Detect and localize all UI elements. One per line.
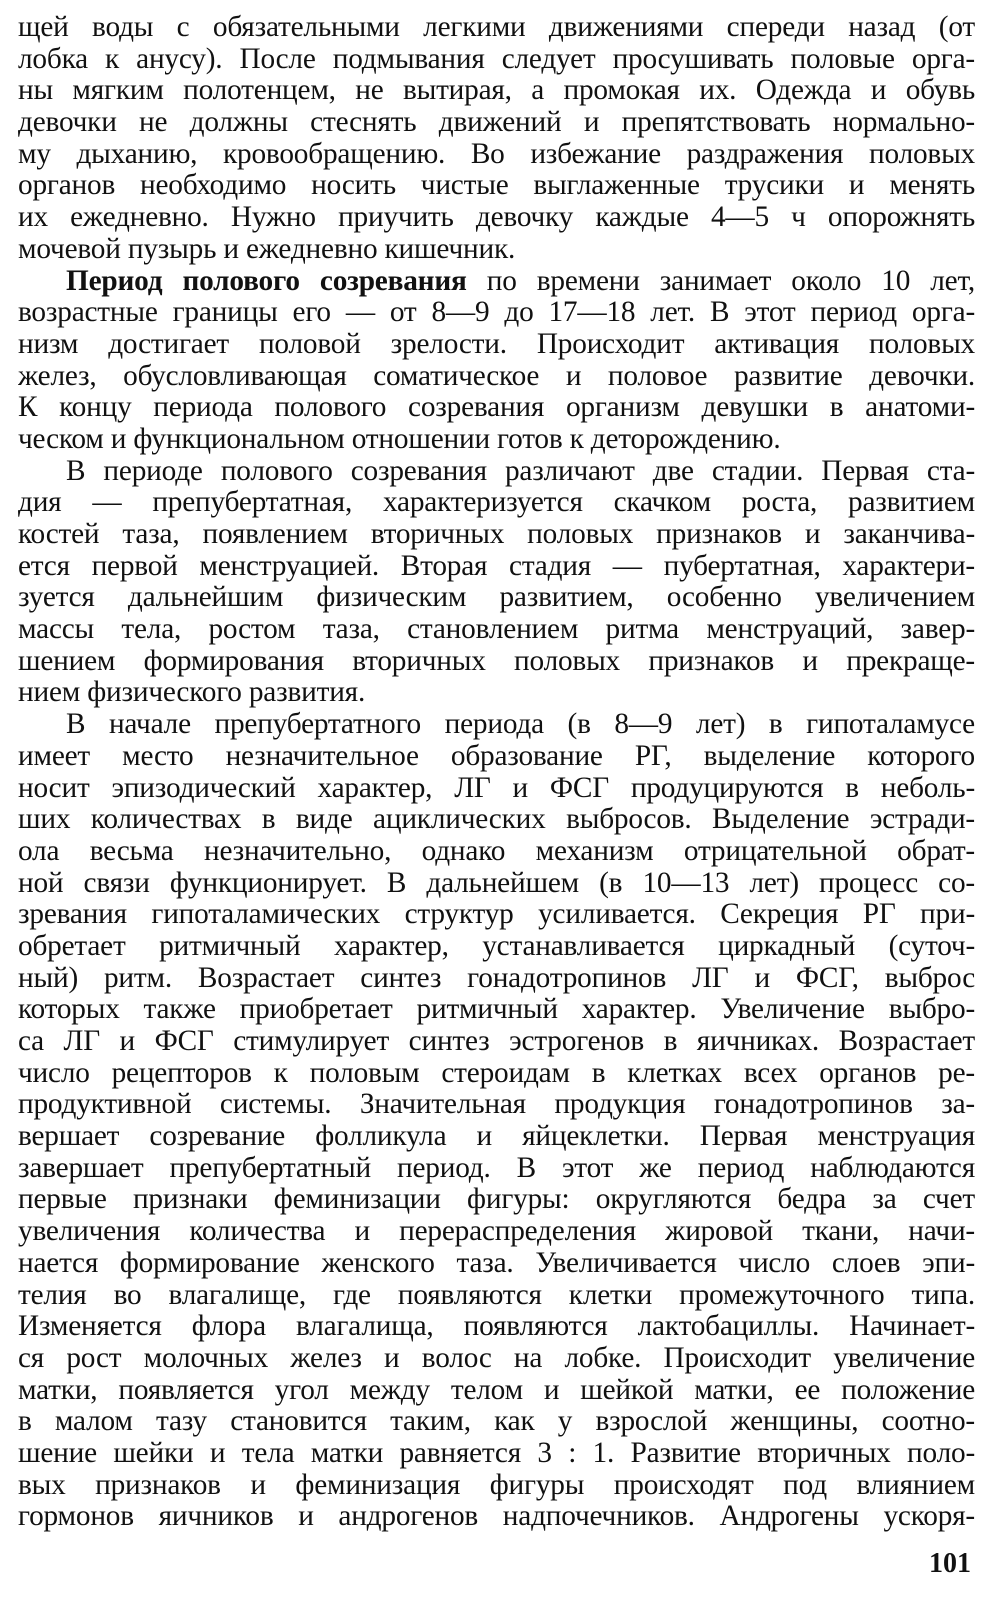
text-line: ной связи функционирует. В дальнейшем (в 10—13 лет) процесс со- — [18, 867, 975, 899]
text-line: в малом тазу становится таким, как у взрослой женщины, соотно- — [18, 1406, 975, 1438]
text-line: ный) ритм. Возрастает синтез гонадотропинов ЛГ и ФСГ, выброс — [18, 962, 975, 994]
text-line: число рецепторов к половым стероидам в клетках всех органов ре- — [18, 1057, 975, 1089]
book-page-text — [18, 12, 975, 1533]
text-line: массы тела, ростом таза, становлением ритма менструаций, завер- — [18, 614, 975, 646]
text-line: ны мягким полотенцем, не вытирая, а промокая их. Одежда и обувь — [18, 75, 975, 107]
text-line: костей таза, появлением вторичных половых признаков и заканчива- — [18, 519, 975, 550]
page-number: 101 — [929, 1548, 971, 1579]
text-line: вых признаков и феминизация фигуры происходят под влиянием — [18, 1469, 975, 1501]
text-line: В периоде полового созревания различают две стадии. Первая ста- — [66, 455, 975, 487]
text-line: лобка к анусу). После подмывания следует просушивать половые орга- — [18, 43, 975, 75]
text-line: нается формирование женского таза. Увеличивается число слоев эпи- — [18, 1247, 975, 1279]
text-line: обретает ритмичный характер, устанавливается циркадный (суточ- — [18, 930, 975, 962]
text-line: телия во влагалище, где появляются клетки промежуточного типа. — [18, 1279, 975, 1311]
text-line: гормонов яичников и андрогенов надпочечников. Андрогены ускоря- — [18, 1501, 975, 1533]
text-line: шение шейки и тела матки равняется 3 : 1. Развитие вторичных поло- — [18, 1437, 975, 1469]
text-line: вершает созревание фолликула и яйцеклетки. Первая менструация — [18, 1121, 975, 1153]
text-line: имеет место незначительное образование РГ, выделение которого — [18, 740, 975, 772]
text-line: мочевой пузырь и ежедневно кишечник. — [18, 233, 516, 265]
paragraph-puberty-period — [18, 266, 975, 456]
text-line: шением формирования вторичных половых признаков и прекраще- — [18, 645, 975, 677]
text-line: увеличения количества и перераспределения жировой ткани, начи- — [18, 1216, 975, 1248]
text-line: продуктивной системы. Значительная продукция гонадотропинов за- — [18, 1089, 975, 1121]
text-line: дия — препубертатная, характеризуется скачком роста, развитием — [18, 487, 975, 519]
text-line: ется первой менструацией. Вторая стадия — пубертатная, характери- — [18, 550, 975, 582]
text-line: матки, появляется угол между телом и шейкой матки, ее положение — [18, 1374, 975, 1406]
text-line: щей воды с обязательными легкими движениями спереди назад (от — [18, 12, 975, 43]
paragraph-hygiene-continuation — [18, 12, 975, 266]
text-line: девочки не должны стеснять движений и препятствовать нормально- — [18, 107, 975, 139]
text-line: В начале препубертатного периода (в 8—9 лет) в гипоталамусе — [66, 709, 975, 741]
text-line: низм достигает половой зрелости. Происходит активация половых — [18, 328, 975, 360]
text-line: первые признаки феминизации фигуры: округляются бедра за счет — [18, 1184, 975, 1216]
text-run: по времени занимает около 10 лет, — [466, 265, 975, 297]
text-line: желез, обусловливающая соматическое и половое развитие девочки. — [18, 360, 975, 392]
text-line: возрастные границы его — от 8—9 до 17—18 лет. В этот период орга- — [18, 297, 975, 329]
text-line: зуется дальнейшим физическим развитием, особенно увеличением — [18, 582, 975, 614]
text-line: Изменяется флора влагалища, появляются лактобациллы. Начинает- — [18, 1311, 975, 1343]
text-line: ших количествах в виде ациклических выбросов. Выделение эстради- — [18, 804, 975, 836]
text-line: органов необходимо носить чистые выглаженные трусики и менять — [18, 170, 975, 202]
text-line: К концу периода полового созревания организм девушки в анатоми- — [18, 392, 975, 424]
text-line: са ЛГ и ФСГ стимулирует синтез эстрогенов в яичниках. Возрастает — [18, 1026, 975, 1057]
text-line: ола весьма незначительно, однако механизм отрицательной обрат- — [18, 835, 975, 867]
text-line: их ежедневно. Нужно приучить девочку каждые 4—5 ч опорожнять — [18, 202, 975, 234]
text-line: ся рост молочных желез и волос на лобке. Происходит увеличение — [18, 1342, 975, 1374]
paragraph-two-stages — [18, 456, 975, 710]
paragraph-prepubertal-period — [18, 709, 975, 1533]
text-line: нием физического развития. — [18, 677, 366, 709]
text-line-with-heading — [18, 266, 975, 298]
text-line: которых также приобретает ритмичный характер. Увеличение выбро- — [18, 994, 975, 1026]
section-heading: Период полового созревания — [66, 265, 467, 297]
text-line: ческом и функциональном отношении готов к деторождению. — [18, 423, 781, 455]
text-line: завершает препубертатный период. В этот же период наблюдаются — [18, 1152, 975, 1184]
text-line: носит эпизодический характер, ЛГ и ФСГ продуцируются в неболь- — [18, 772, 975, 804]
text-line: зревания гипоталамических структур усиливается. Секреция РГ при- — [18, 899, 975, 931]
text-line: му дыханию, кровообращению. Во избежание раздражения половых — [18, 138, 975, 170]
